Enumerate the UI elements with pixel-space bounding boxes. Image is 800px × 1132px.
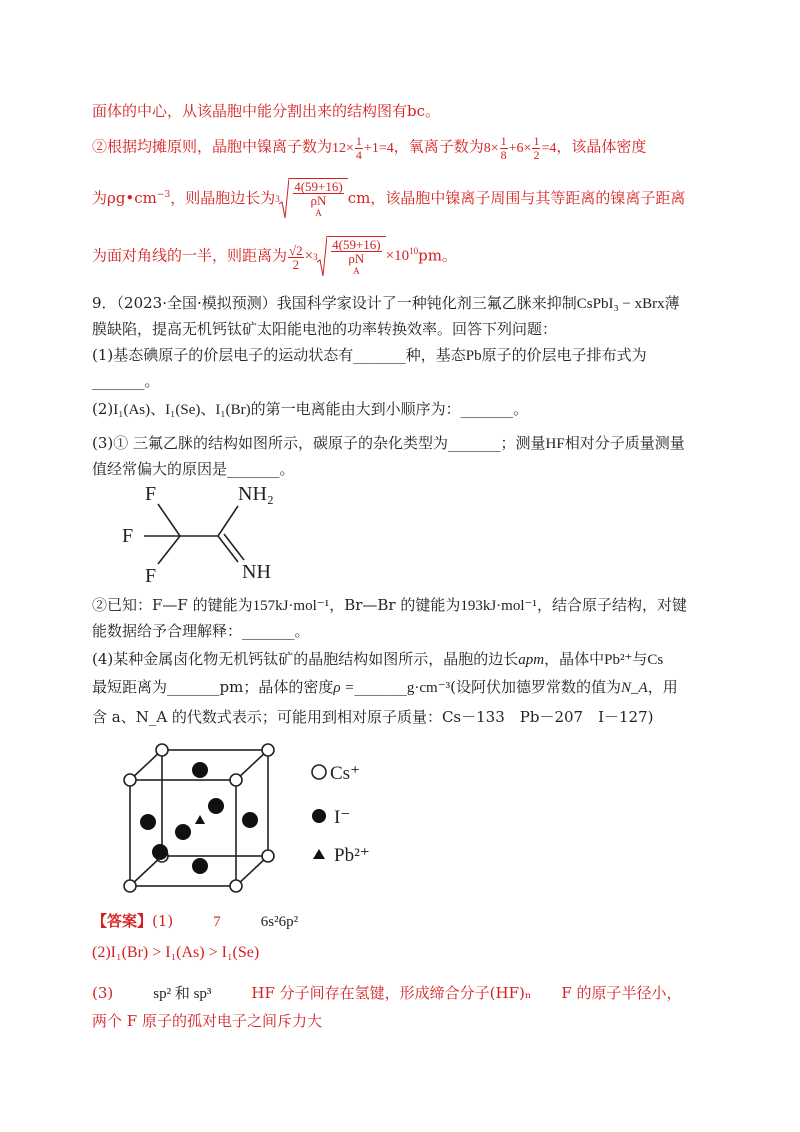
q3-2-line1 bbox=[92, 594, 687, 617]
oxygen-count-expression: 8× $\frac{1}{8}$ +6× $\frac{1}{2}$ =4 bbox=[483, 134, 557, 162]
text: ，Br—Br 的键能为 bbox=[329, 596, 461, 614]
cs-ion bbox=[230, 880, 242, 892]
element-symbol: Cs bbox=[647, 652, 664, 668]
q3-line2: 值经常偏大的原因是_______。 bbox=[92, 460, 295, 478]
iodide-ion bbox=[152, 844, 168, 860]
q3-line1 bbox=[92, 432, 685, 455]
prev-answer-line4 bbox=[92, 236, 457, 278]
answer-line1 bbox=[92, 910, 298, 933]
bond-energy: 157kJ·mol⁻¹ bbox=[252, 598, 330, 614]
nickel-count-expression: 12× $\frac{1}{4}$ +1=4 bbox=[332, 134, 394, 162]
iodide-ion bbox=[242, 812, 258, 828]
ion-symbol: Pb²⁺ bbox=[604, 652, 633, 668]
answer-number: (3) bbox=[92, 984, 114, 1002]
text: (3)① 三氟乙脒的结构如图所示，碳原子的杂化类型为_______；测量 bbox=[92, 434, 546, 452]
ionization-term: I₁(As) bbox=[113, 402, 151, 418]
q4-line2 bbox=[92, 676, 678, 699]
cs-ion bbox=[124, 774, 136, 786]
text: ，氧离子数为 bbox=[393, 137, 484, 156]
question-source: （2023·全国·模拟预测）我国科学家设计了一种钝化剂三氟乙脒来抑制 bbox=[116, 294, 577, 312]
text: 原子的价层电子排布式为 bbox=[481, 346, 647, 364]
question-number: 9． bbox=[92, 294, 117, 312]
text: pm。 bbox=[418, 246, 457, 265]
answer-label: 【答案】 bbox=[92, 912, 153, 930]
iodide-ion bbox=[192, 858, 208, 874]
cs-ion bbox=[230, 774, 242, 786]
answer-line2: (2)I₁(Br) > I₁(As) > I₁(Se) bbox=[92, 944, 260, 961]
fluorine-label: F bbox=[145, 565, 157, 587]
question-header bbox=[92, 292, 680, 315]
text: ，则晶胞边长为 bbox=[170, 189, 276, 207]
q1-line1 bbox=[92, 344, 647, 367]
text: ，结合原子结构，对键 bbox=[536, 596, 687, 614]
text: ②根据均摊原则，晶胞中镍离子数为 bbox=[92, 137, 333, 156]
blank: _______ bbox=[353, 346, 406, 364]
prev-answer-line2 bbox=[92, 135, 646, 162]
density-symbol: ρ = bbox=[333, 680, 355, 696]
cs-ion bbox=[262, 744, 274, 756]
iodide-ion bbox=[140, 814, 156, 830]
answer-value: sp² 和 sp³ bbox=[153, 986, 212, 1002]
answer-line3 bbox=[92, 982, 682, 1005]
cs-ion bbox=[124, 880, 136, 892]
q1-line2: _______。 bbox=[92, 372, 160, 390]
prev-answer-line1: 面体的中心，从该晶胞中能分割出来的结构图有bc。 bbox=[92, 102, 441, 120]
formula: CsPbI₃ − xBrx bbox=[576, 296, 665, 312]
crystal-cell-diagram bbox=[120, 742, 380, 902]
ionization-term: I₁(Br) bbox=[215, 402, 251, 418]
edge-length: apm bbox=[518, 652, 545, 668]
legend-cs-label: Cs⁺ bbox=[330, 763, 361, 784]
text: 相对分子质量测量 bbox=[564, 434, 685, 452]
element-symbol: Pb bbox=[465, 348, 482, 364]
text: 种，基态 bbox=[405, 346, 466, 364]
answer-line4: 两个 F 原子的孤对电子之间斥力大 bbox=[92, 1012, 322, 1030]
avogadro-symbol: N_A bbox=[621, 680, 648, 696]
q4-line3: 含 a、N_A 的代数式表示；可能用到相对原子质量：Cs－133 Pb－207 I－127) bbox=[92, 708, 654, 726]
answer-number: (1) bbox=[152, 912, 174, 930]
cube-root-expression: 3 4(59+16) ρN A bbox=[275, 178, 348, 220]
legend-i-label: I⁻ bbox=[334, 807, 351, 828]
text: 薄 bbox=[664, 294, 680, 312]
text: (4)某种金属卤化物无机钙钛矿的晶胞结构如图所示，晶胞的边长 bbox=[92, 650, 519, 668]
legend-pb-marker bbox=[313, 849, 325, 859]
cs-ion bbox=[262, 850, 274, 862]
fluorine-label: F bbox=[122, 525, 134, 547]
legend-i-marker bbox=[312, 809, 326, 823]
text: ，晶体中 bbox=[544, 650, 605, 668]
amine-label: NH₂ bbox=[238, 483, 274, 505]
text: cm，该晶胞中镍离子周围与其等距离的镍离子距离 bbox=[347, 189, 686, 207]
distance-expression: $\frac{√2}{2}$ × 3 4(59+16) ρN A $\times 10^{10}$ bbox=[289, 237, 419, 276]
text: ②已知：F—F 的键能为 bbox=[92, 596, 253, 614]
fluorine-label: F bbox=[145, 483, 157, 505]
iodide-ion bbox=[208, 798, 224, 814]
legend-cs-marker bbox=[312, 765, 326, 779]
imine-label: NH bbox=[242, 561, 271, 583]
iodide-ion bbox=[175, 824, 191, 840]
text: (2) bbox=[92, 400, 114, 418]
text: ，该晶体密度 bbox=[556, 137, 647, 156]
text: 最短距离为_______pm；晶体的密度 bbox=[92, 678, 334, 696]
text: (设阿伏加德罗常数的值为 bbox=[450, 678, 622, 696]
blank: _______ bbox=[354, 678, 407, 696]
answer-value: HF 分子间存在氢键，形成缔合分子(HF)ₙ bbox=[251, 984, 532, 1002]
ionization-term: I₁(Se) bbox=[165, 402, 201, 418]
question-header-line2: 膜缺陷，提高无机钙钛矿太阳能电池的功率转换效率。回答下列问题： bbox=[92, 320, 558, 338]
q2-line: (2)I₁(As)、I₁(Se)、I₁(Br)的第一电离能由大到小顺序为：_______。 bbox=[92, 400, 529, 418]
answer-value: 7 bbox=[213, 914, 221, 930]
answer-value: 6s²6p² bbox=[260, 914, 299, 930]
lead-ion bbox=[195, 815, 205, 824]
text: 与 bbox=[632, 650, 648, 668]
cs-ion bbox=[156, 744, 168, 756]
trifluoroacetamidine-structure bbox=[110, 478, 310, 590]
legend-pb-label: Pb²⁺ bbox=[334, 845, 370, 866]
answer-value: F 的原子半径小， bbox=[561, 984, 682, 1002]
text: ，用 bbox=[647, 678, 678, 696]
text: (1)基态碘原子的价层电子的运动状态有 bbox=[92, 346, 354, 364]
bond-energy: 193kJ·mol⁻¹ bbox=[460, 598, 537, 614]
text: 为面对角线的一半，则距离为 bbox=[92, 246, 288, 265]
q4-line1 bbox=[92, 648, 663, 671]
unit: g·cm⁻³ bbox=[406, 680, 451, 696]
text: 的第一电离能由大到小顺序为：_______。 bbox=[250, 400, 529, 418]
iodide-ion bbox=[192, 762, 208, 778]
q3-2-line2: 能数据给予合理解释：_______。 bbox=[92, 622, 310, 640]
prev-answer-line3: 为$\rho g•cm^{-3}$，则晶胞边长为 3 4(59+16) ρN A cm，该晶胞中镍离子周围与其等距离的镍离子距离 bbox=[92, 179, 686, 218]
formula: HF bbox=[545, 436, 565, 452]
text: 为ρg•cm bbox=[92, 189, 157, 207]
